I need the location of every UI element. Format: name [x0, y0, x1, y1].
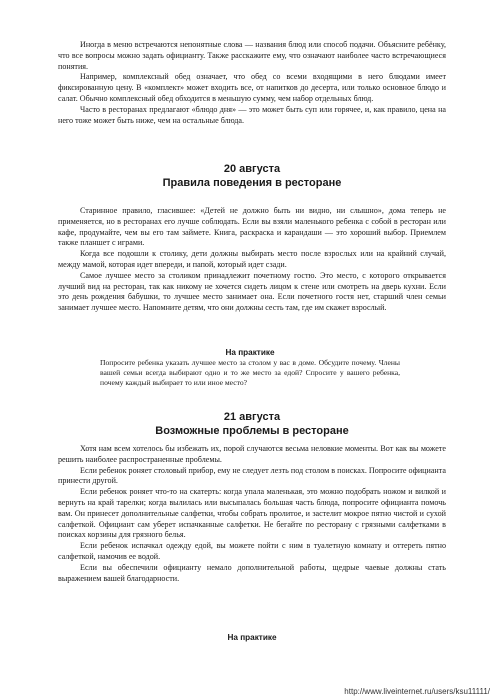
section-21-paragraph-1: Хотя нам всем хотелось бы избежать их, порой случаются весьма неловкие моменты. Вот как вы можете решить наиболее распространенные проблемы.: [58, 444, 446, 464]
section-20-body: [58, 206, 446, 314]
intro-paragraph-2: Например, комплексный обед означает, что обед со всеми входящими в него блюдами имеет фиксированную цену. В «комплект» может входить все, от напитков до десерта, или только основное блюдо и салат. Обычно комплексный обед обходится в меньшую сумму, чем набор отдельных блюд.: [58, 72, 446, 103]
section-20-paragraph-1: Старинное правило, гласившее: «Детей не должно быть ни видно, ни слышно», дома теперь не применяется, но в ресторанах его лучше соблюдать. Если вы взяли маленького ребенка с собой в ресторан или кафе, продумайте, чем вы его там займете. Книга, раскраска и карандаши — это хороший выбор. Приемлем также планшет с играми.: [58, 206, 446, 248]
practice-heading: На практике: [227, 633, 277, 642]
section-21-body: [58, 444, 446, 584]
practice-text: Попросите ребенка указать лучшее место за столом у вас в доме. Обсудите почему. Члены вашей семьи всегда выбирают одно и то же место за едой? Спросите у вашего ребенка, почему каждый выбирает то или иное место?: [100, 358, 400, 387]
section-date: 21 августа: [223, 411, 281, 423]
section-title: Правила поведения в ресторане: [162, 177, 342, 189]
practice-box-1: [100, 347, 400, 388]
section-21-paragraph-2: Если ребенок роняет столовый прибор, ему не следует лезть под столом в поисках. Попросите официанта принести другой.: [58, 465, 446, 486]
section-21-paragraph-3: Если ребенок роняет что-то на скатерть: когда упала маленькая, это можно подобрать ножом и вилкой и вернуть на край тарелки; когда вылилась или высыпалась большая часть блюда, попросите официанта помочь вам. Он принесет дополнительные салфетки, чтобы собрать пролитое, и застелит мокрое пятно чистой и сухой салфеткой. Официант сам уберет испачканные салфетки. Не бегайте по ресторану с грязными салфетками в поисках корзины для грязного белья.: [58, 487, 446, 540]
section-21-august: [58, 410, 446, 438]
intro-paragraph-1: Иногда в меню встречаются непонятные слова — названия блюд или способ подачи. Объясните ребёнку, что все вопросы можно задать официанту. Также расскажите ему, что означают наиболее часто встречающиеся понятия.: [58, 40, 446, 71]
section-title: Возможные проблемы в ресторане: [155, 425, 349, 437]
section-20-paragraph-3: Самое лучшее место за столиком принадлежит почетному гостю. Это место, с которого открывается лучший вид на ресторан, так как никому не хочется сидеть лицом к стене или смотреть на дверь кухни. Если это день рождения бабушки, то лучшее место занимает она. Если почетного гостя нет, старший член семьи занимает лучшее место. Напомните детям, что они должны сесть там, где им скажет взрослый.: [58, 270, 446, 313]
section-20-august: [58, 162, 446, 190]
section-21-paragraph-5: Если вы обеспечили официанту немало дополнительной работы, щедрые чаевые должны стать выражением вашей благодарности.: [58, 562, 446, 583]
intro-paragraph-3: Часто в ресторанах предлагают «блюдо дня» — это может быть суп или горячее, и, как правило, цена на него тоже может быть ниже, чем на остальные блюда.: [58, 104, 446, 125]
section-20-paragraph-2: Когда все подошли к столику, дети должны выбирать место после взрослых или на крайний случай, между мамой, которая идет впереди, и папой, который идет сзади.: [58, 249, 446, 269]
source-url[interactable]: http://www.liveinternet.ru/users/ksu11111/: [344, 687, 490, 696]
practice-box-2: [58, 632, 446, 643]
intro-section: [58, 40, 446, 126]
section-date: 20 августа: [223, 163, 281, 175]
section-21-paragraph-4: Если ребенок испачкал одежду едой, вы можете пойти с ним в туалетную комнату и оттереть пятно салфеткой, намочив ее водой.: [58, 541, 446, 561]
practice-heading: На практике: [225, 348, 275, 357]
